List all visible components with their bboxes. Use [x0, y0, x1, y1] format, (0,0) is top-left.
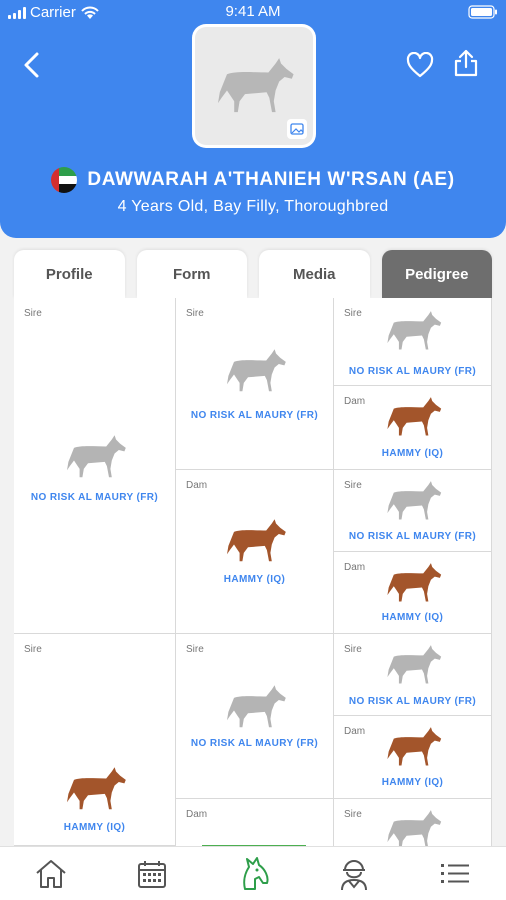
grey-horse-image	[60, 432, 130, 482]
nav-calendar[interactable]	[127, 852, 177, 896]
role-label: Sire	[344, 308, 362, 319]
tab-pedigree[interactable]: Pedigree	[382, 250, 493, 298]
horse-link[interactable]: HAMMY (IQ)	[381, 612, 444, 623]
grey-horse-image	[381, 308, 445, 354]
horse-subtitle: 4 Years Old, Bay Filly, Thoroughbred	[117, 198, 389, 215]
tab-media[interactable]: Media	[259, 250, 370, 298]
list-icon	[439, 860, 471, 888]
pedigree-ancestor[interactable]	[334, 799, 492, 846]
heart-icon	[406, 52, 434, 78]
pedigree-dam[interactable]	[14, 634, 176, 846]
chestnut-horse-image	[381, 560, 445, 606]
tab-form[interactable]: Form	[137, 250, 248, 298]
chestnut-horse-image	[220, 516, 290, 566]
horse-link[interactable]: NO RISK AL MAURY (FR)	[348, 366, 477, 377]
home-icon	[34, 858, 68, 890]
role-label: Sire	[186, 644, 204, 655]
nav-jockey[interactable]	[329, 852, 379, 896]
horse-link[interactable]: NO RISK AL MAURY (FR)	[190, 410, 319, 421]
pedigree-ancestor[interactable]	[334, 552, 492, 634]
favorite-button[interactable]	[406, 52, 434, 83]
share-icon	[452, 48, 480, 78]
horse-link[interactable]: NO RISK AL MAURY (FR)	[348, 696, 477, 707]
pedigree-ancestor[interactable]	[334, 386, 492, 470]
grey-horse-image	[220, 682, 290, 732]
chestnut-horse-image	[381, 724, 445, 770]
share-button[interactable]	[452, 48, 480, 83]
chevron-left-icon	[20, 50, 44, 80]
grey-horse-image	[381, 478, 445, 524]
horse-link[interactable]: HAMMY (IQ)	[381, 448, 444, 459]
tab-profile[interactable]: Profile	[14, 250, 125, 298]
calendar-icon	[136, 858, 168, 890]
role-label: Dam	[344, 396, 366, 407]
photo-edit-icon[interactable]	[287, 119, 307, 139]
role-label: Dam	[344, 726, 366, 737]
grey-horse-image	[381, 642, 445, 688]
pedigree-ancestor[interactable]	[334, 634, 492, 716]
role-label: Sire	[24, 308, 42, 319]
role-label: Sire	[344, 480, 362, 491]
role-label: Dam	[186, 809, 208, 820]
pedigree-tree	[14, 298, 492, 846]
role-label: Dam	[344, 562, 366, 573]
jockey-icon	[337, 857, 371, 891]
pedigree-sire-dam[interactable]	[176, 470, 334, 634]
role-label: Dam	[186, 480, 208, 491]
horse-header	[0, 0, 506, 238]
chestnut-horse-image	[60, 764, 130, 814]
horse-avatar[interactable]	[192, 24, 316, 148]
carrier-label: Carrier	[30, 4, 76, 21]
pedigree-ancestor[interactable]	[334, 470, 492, 552]
nav-menu[interactable]	[430, 852, 480, 896]
horse-link[interactable]: NO RISK AL MAURY (FR)	[30, 492, 159, 503]
pedigree-sire-sire[interactable]	[176, 298, 334, 470]
horse-name: DAWWARAH A'THANIEH W'RSAN (AE)	[87, 169, 455, 190]
pedigree-dam-dam[interactable]	[176, 799, 334, 846]
role-label: Sire	[344, 644, 362, 655]
horse-link[interactable]: NO RISK AL MAURY (FR)	[348, 531, 477, 542]
pedigree-ancestor[interactable]	[334, 298, 492, 386]
role-label: Sire	[344, 809, 362, 820]
nav-home[interactable]	[26, 852, 76, 896]
status-bar	[0, 0, 506, 26]
horse-link[interactable]: NO RISK AL MAURY (FR)	[190, 738, 319, 749]
back-button[interactable]	[20, 50, 44, 85]
nav-horse[interactable]	[228, 852, 278, 896]
role-label: Sire	[186, 308, 204, 319]
horse-head-icon	[233, 855, 273, 893]
grey-horse-image	[381, 807, 445, 846]
horse-link[interactable]: HAMMY (IQ)	[381, 777, 444, 788]
pedigree-dam-sire[interactable]	[176, 634, 334, 799]
uae-flag-icon	[51, 167, 77, 193]
bottom-nav	[0, 846, 506, 900]
tab-bar	[14, 250, 492, 298]
chestnut-horse-image	[381, 394, 445, 440]
role-label: Sire	[24, 644, 42, 655]
pedigree-ancestor[interactable]	[334, 716, 492, 799]
grey-horse-image	[209, 46, 299, 126]
grey-horse-image	[220, 346, 290, 396]
status-time: 9:41 AM	[225, 3, 281, 20]
battery-icon	[468, 5, 498, 23]
horse-link[interactable]: HAMMY (IQ)	[223, 574, 286, 585]
horse-link[interactable]: HAMMY (IQ)	[63, 822, 126, 833]
pedigree-sire[interactable]	[14, 298, 176, 634]
